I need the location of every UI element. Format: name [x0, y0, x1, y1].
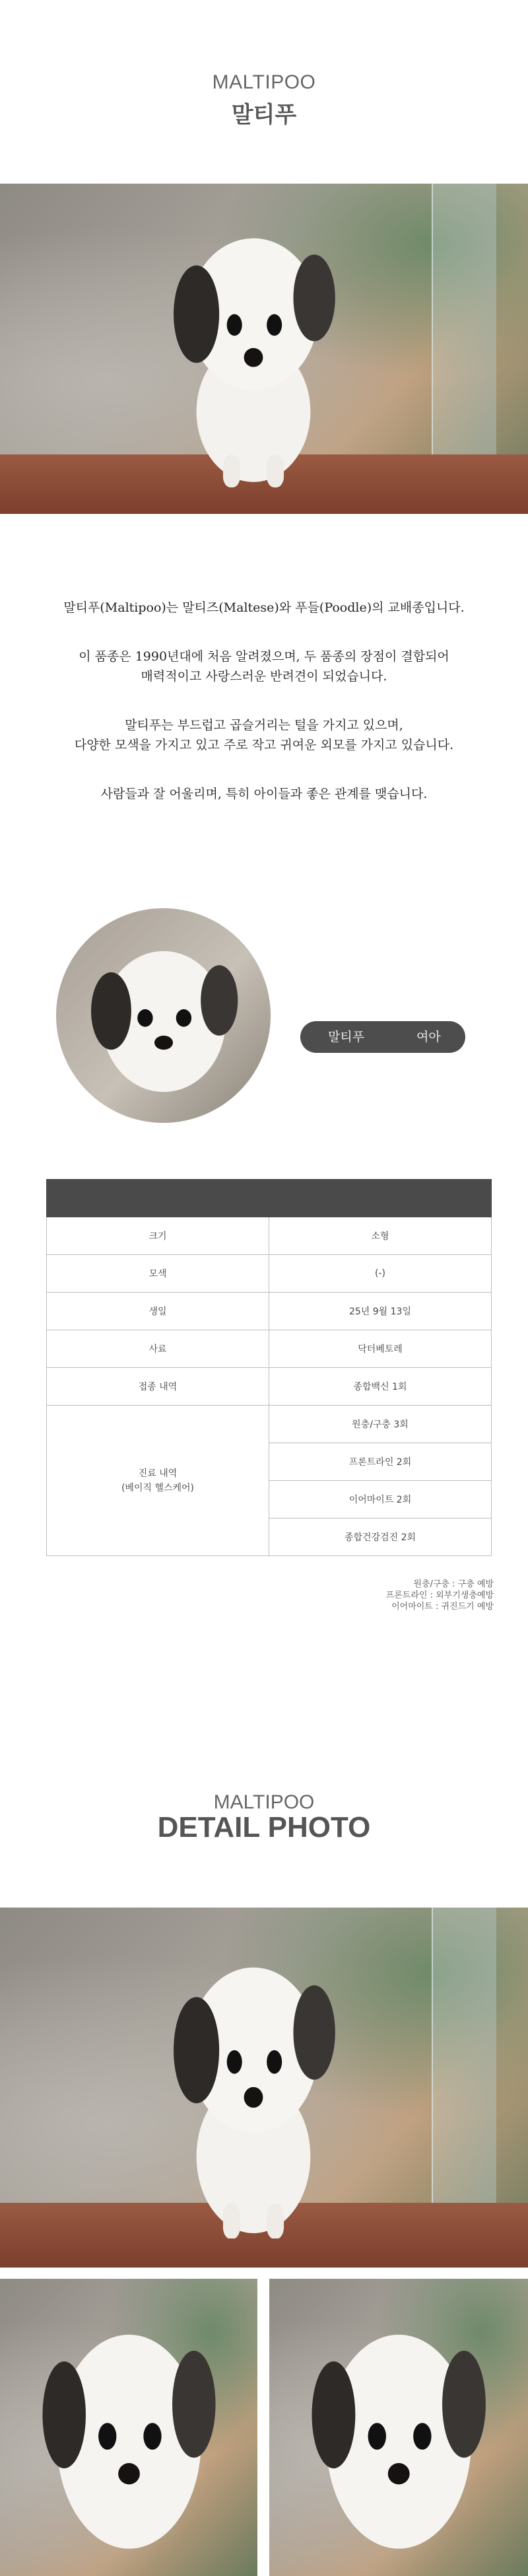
header-title-ko: 말티푸 — [231, 102, 297, 128]
table-row — [47, 1330, 492, 1368]
detail-title-en: MALTIPOO — [213, 1791, 315, 1813]
breed-sex-badge — [300, 1021, 465, 1053]
treatment-item: 프론트라인 2회 — [269, 1443, 492, 1481]
puppy-illustration — [308, 2303, 489, 2570]
row-value: (-) — [269, 1255, 492, 1293]
row-value: 25년 9월 13일 — [269, 1293, 492, 1330]
table-header-cell — [269, 1180, 492, 1217]
glass-panel — [432, 184, 496, 454]
table-row — [47, 1368, 492, 1406]
puppy-illustration — [86, 930, 241, 1106]
puppy-illustration — [158, 217, 348, 487]
row-label: 사료 — [47, 1330, 269, 1368]
main-puppy-photo — [0, 184, 528, 514]
row-value: 종합백신 1회 — [269, 1368, 492, 1406]
puppy-illustration — [158, 1944, 348, 2239]
header — [0, 71, 528, 129]
description-line: 사람들과 잘 어울리며, 특히 아이들과 좋은 관계를 맺습니다. — [100, 787, 428, 801]
puppy-info-table — [46, 1179, 492, 1556]
table-row — [47, 1406, 492, 1443]
treatment-item: 원충/구충 3회 — [269, 1406, 492, 1443]
row-label: 생일 — [47, 1293, 269, 1330]
glass-panel — [432, 1908, 496, 2203]
table-row — [47, 1255, 492, 1293]
treatment-notes — [386, 1579, 494, 1612]
description-line: 말티푸(Maltipoo)는 말티즈(Maltese)와 푸들(Poodle)의 교배종입니다. — [63, 600, 465, 615]
note-line: 프론트라인 : 외부기생충예방 — [385, 1591, 494, 1600]
table-header-row — [47, 1180, 492, 1217]
note-line: 이어마이트 : 귀진드기 예방 — [391, 1602, 494, 1612]
row-label: 모색 — [47, 1255, 269, 1293]
description-line: 다양한 모색을 가지고 있고 주로 작고 귀여운 외모를 가지고 있습니다. — [74, 738, 454, 752]
treatment-label-line: 진료 내역 — [138, 1468, 178, 1479]
detail-photo-left — [0, 2279, 257, 2576]
treatment-item: 종합건강검진 2회 — [269, 1519, 492, 1556]
description-line: 이 품종은 1990년대에 처음 알려졌으며, 두 품종의 장점이 결합되어 — [79, 649, 449, 664]
treatment-label-line: (베이직 헬스케어) — [121, 1482, 195, 1493]
row-label: 크기 — [47, 1217, 269, 1255]
detail-photo-large — [0, 1908, 528, 2268]
breed-description — [0, 598, 528, 804]
description-line: 매력적이고 사랑스러운 반려견이 되었습니다. — [141, 669, 387, 684]
table-header-cell — [47, 1180, 269, 1217]
row-value: 소형 — [269, 1217, 492, 1255]
sex-label: 여아 — [416, 1030, 441, 1044]
puppy-avatar — [56, 908, 271, 1123]
row-value: 닥터베토레 — [269, 1330, 492, 1368]
header-title-en: MALTIPOO — [212, 71, 316, 93]
row-label: 접종 내역 — [47, 1368, 269, 1406]
detail-title: DETAIL PHOTO — [157, 1811, 371, 1843]
table-row — [47, 1293, 492, 1330]
note-line: 원충/구충 : 구충 예방 — [413, 1579, 494, 1589]
description-line: 말티푸는 부드럽고 곱슬거리는 털을 가지고 있으며, — [125, 718, 403, 733]
puppy-illustration — [39, 2303, 219, 2570]
table-row — [47, 1217, 492, 1255]
breed-label: 말티푸 — [328, 1030, 365, 1044]
treatment-label — [47, 1406, 269, 1556]
treatment-item: 이어마이트 2회 — [269, 1481, 492, 1519]
detail-photo-right — [269, 2279, 528, 2576]
